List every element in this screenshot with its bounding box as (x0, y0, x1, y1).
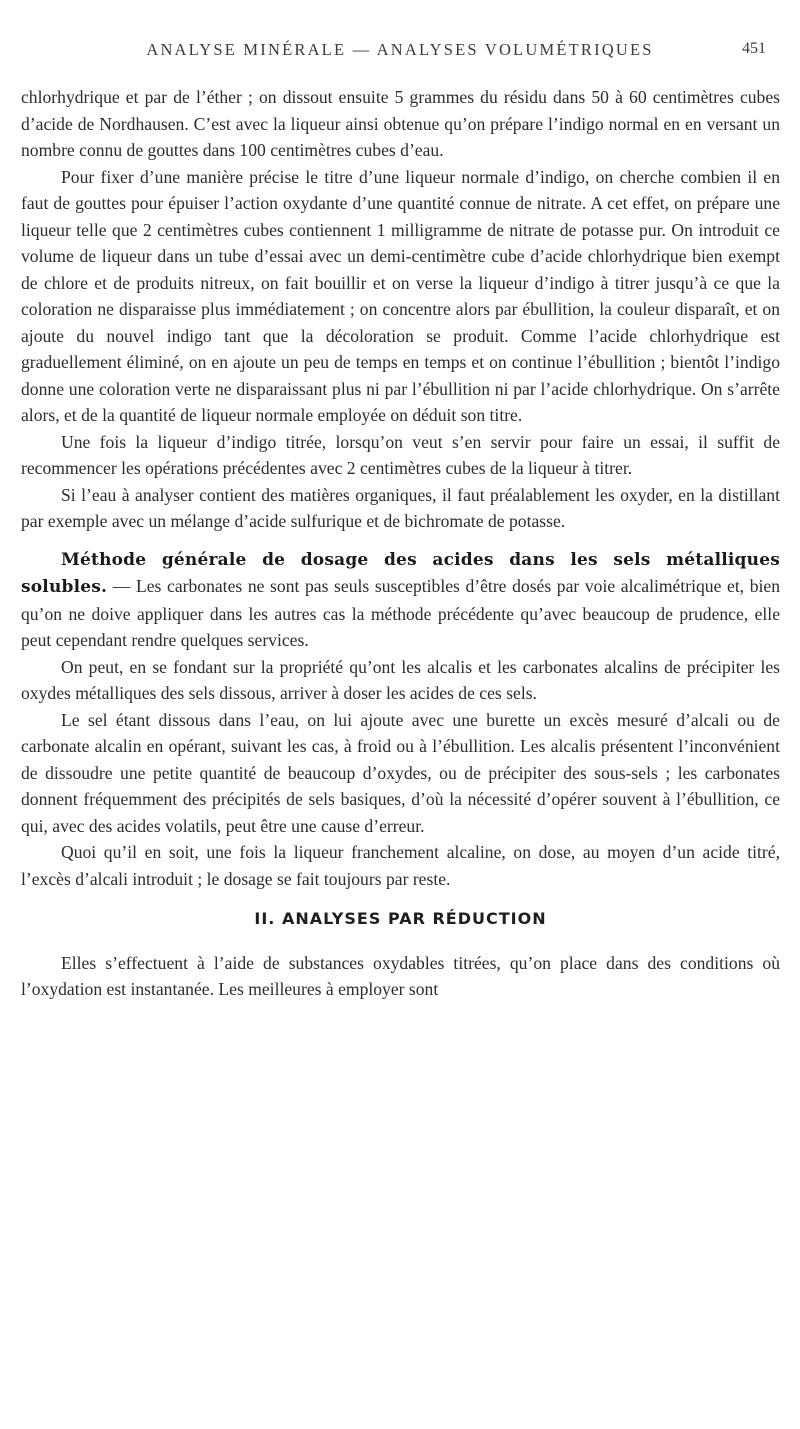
page-number: 451 (742, 40, 766, 57)
paragraph-continuation: chlorhydrique et par de l’éther ; on dissout ensuite 5 grammes du résidu dans 50 à 60 centimètres cubes d’acide de Nordhausen. C’est avec la liqueur ainsi obtenue qu’on prépare l’indigo normal en en versant un nombre connu de gouttes dans 100 centimètres cubes d’eau. (21, 87, 780, 160)
body-text (21, 84, 780, 1003)
section-lead: — Les carbonates ne sont pas seuls susceptibles d’être dosés par voie alcalimétrique et, bien qu’on ne doive appliquer dans les autres cas la méthode précédente qu’avec beaucoup de prudence, elle peut cependant rendre quelques services. (21, 576, 780, 650)
section-paragraph (21, 546, 780, 654)
paragraph-reduction: Elles s’effectuent à l’aide de substances oxydables titrées, qu’on place dans des conditions où l’oxydation est instantanée. Les meilleures à employer sont (21, 952, 780, 999)
paragraph-indigo-titration: Pour fixer d’une manière précise le titre d’une liqueur normale d’indigo, on cherche combien il en faut de gouttes pour épuiser l’action oxydante d’une quantité connue de nitrate. A cet effet, on prépare une liqueur telle que 2 centimètres cubes contiennent 1 milligramme de nitrate de potasse pur. On introduit ce volume de liqueur dans un tube d’essai avec un demi-centimètre cube d’acide chlorhydrique bien exempt de chlore et de produits nitreux, on fait bouillir et on verse la liqueur d’indigo à titrer jusqu’à ce que la coloration ne disparaisse plus immédiatement ; on concentre alors par ébullition, la couleur disparaît, et on ajoute du nouvel indigo tant que la décoloration se produit. Comme l’acide chlorhydrique est graduellement éliminé, on en ajoute un peu de temps en temps et on continue l’ébullition ; bientôt l’indigo donne une coloration verte ne disparaissant plus ni par l’ébullition ni par l’acide chlorhydrique. On s’arrête alors, et de la quantité de liqueur normale employée on déduit son titre. (21, 166, 780, 425)
section-title: Méthode générale de dosage des acides dans les sels métalliques solubles. (21, 549, 780, 597)
running-head: ANALYSE MINÉRALE — ANALYSES VOLUMÉTRIQUES (146, 40, 654, 59)
chapter-heading: II. ANALYSES PAR RÉDUCTION (254, 909, 547, 928)
paragraph-back-titration: Quoi qu’il en soit, une fois la liqueur franchement alcaline, on dose, au moyen d’un acide titré, l’excès d’alcali introduit ; le dosage se fait toujours par reste. (21, 842, 780, 889)
paragraph-indigo-use: Une fois la liqueur d’indigo titrée, lorsqu’on veut s’en servir pour faire un essai, il suffit de recommencer les opérations précédentes avec 2 centimètres cubes de la liqueur à titrer. (21, 431, 780, 478)
paragraph-procedure: Le sel étant dissous dans l’eau, on lui ajoute avec une burette un excès mesuré d’alcali ou de carbonate alcalin en opérant, suivant les cas, à froid ou à l’ébullition. Les alcalis présentent l’inconvénient de dissoudre une petite quantité de beaucoup d’oxydes, ou de précipiter des sous-sels ; les carbonates donnent fréquemment des précipités de sels basiques, d’où la nécessité d’opérer souvent à l’ébullition, ce qui, avec des acides volatils, peut être une cause d’erreur. (21, 709, 780, 836)
paragraph-organic-matter: Si l’eau à analyser contient des matières organiques, il faut préalablement les oxyder, en la distillant par exemple avec un mélange d’acide sulfurique et de bichromate de potasse. (21, 484, 780, 531)
paragraph-precipitation: On peut, en se fondant sur la propriété qu’ont les alcalis et les carbonates alcalins de précipiter les oxydes métalliques des sels dissous, arriver à doser les acides de ces sels. (21, 656, 780, 703)
